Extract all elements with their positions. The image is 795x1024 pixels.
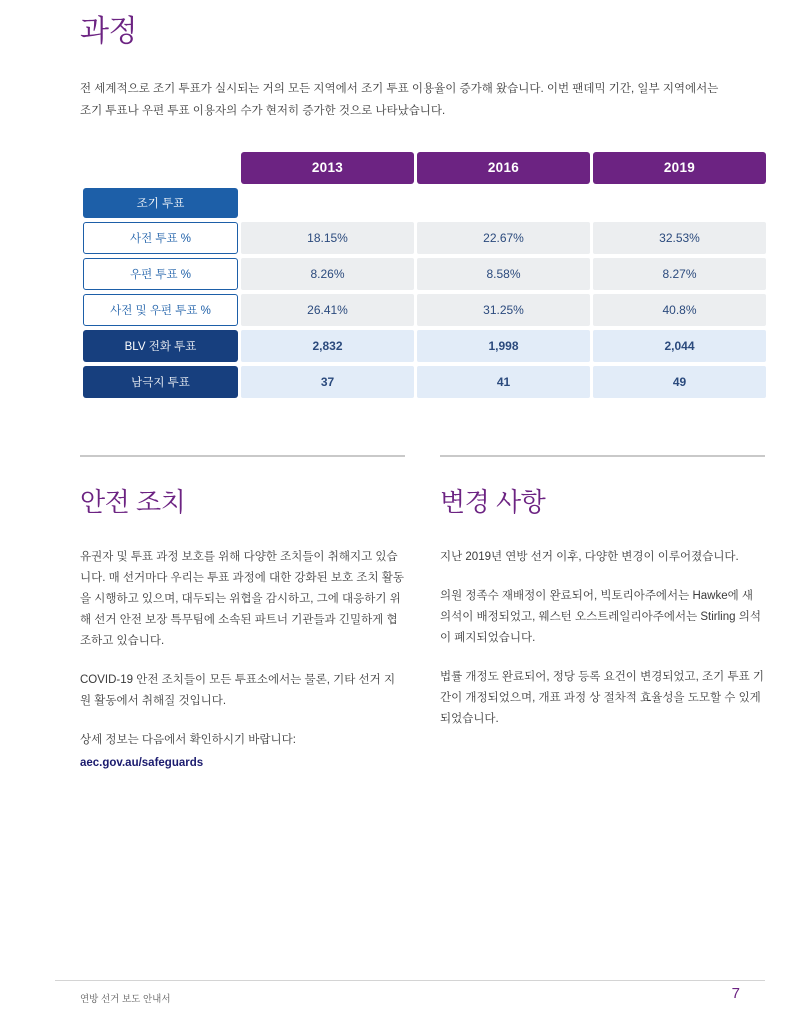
table-header-2013: 2013 [241, 152, 414, 184]
safeguards-link[interactable]: aec.gov.au/safeguards [80, 757, 204, 769]
row-value: 49 [593, 366, 766, 398]
table-row [83, 366, 766, 398]
column-heading: 변경 사항 [440, 487, 546, 517]
row-value [593, 188, 766, 218]
row-value: 32.53% [593, 222, 766, 254]
column-safeguards [80, 455, 405, 774]
table-header-2016: 2016 [417, 152, 590, 184]
early-voting-table [80, 148, 765, 402]
table-row [83, 294, 766, 326]
table-header-blank [83, 152, 238, 184]
row-label: 남극지 투표 [83, 366, 238, 398]
divider [80, 455, 405, 457]
column-changes [440, 455, 765, 774]
divider [440, 455, 765, 457]
footer-divider [55, 980, 765, 981]
table-row [83, 222, 766, 254]
row-label: 사전 및 우편 투표 % [83, 294, 238, 326]
intro-paragraph: 전 세계적으로 조기 투표가 실시되는 거의 모든 지역에서 조기 투표 이용율이 증가해 왔습니다. 이번 팬데믹 기간, 일부 지역에서는 조기 투표나 우편 투표 이용자의 수가 현저히 증가한 것으로 나타났습니다. [80, 83, 719, 117]
row-label: 사전 투표 % [83, 222, 238, 254]
row-label: BLV 전화 투표 [83, 330, 238, 362]
row-value: 41 [417, 366, 590, 398]
column-paragraph: 지난 2019년 연방 선거 이후, 다양한 변경이 이루어졌습니다. [440, 551, 739, 563]
two-column-section [80, 455, 765, 774]
row-value [417, 188, 590, 218]
row-value: 31.25% [417, 294, 590, 326]
row-value [241, 188, 414, 218]
row-value: 26.41% [241, 294, 414, 326]
row-value: 18.15% [241, 222, 414, 254]
page-title: 과정 [80, 15, 137, 48]
table-header-row [83, 152, 766, 184]
column-paragraph: 법률 개정도 완료되어, 정당 등록 요건이 변경되었고, 조기 투표 기간이 개정되었으며, 개표 과정 상 절차적 효율성을 도모할 수 있게 되었습니다. [440, 671, 764, 725]
table-header-2019: 2019 [593, 152, 766, 184]
column-paragraph: COVID-19 안전 조치들이 모든 투표소에서는 물론, 기타 선거 지원 활동에서 취해질 것입니다. [80, 674, 396, 707]
row-value: 37 [241, 366, 414, 398]
row-label: 우편 투표 % [83, 258, 238, 290]
row-value: 22.67% [417, 222, 590, 254]
row-value: 2,044 [593, 330, 766, 362]
table-row [83, 188, 766, 218]
table-row [83, 258, 766, 290]
row-value: 8.26% [241, 258, 414, 290]
footer-label: 연방 선거 보도 안내서 [80, 994, 171, 1005]
link-intro-text: 상세 정보는 다음에서 확인하시기 바랍니다: [80, 734, 296, 746]
column-paragraph: 의원 정족수 재배정이 완료되어, 빅토리아주에서는 Hawke에 새 의석이 배정되었고, 웨스턴 오스트레일리아주에서는 Stirling 의석이 폐지되었습니다. [440, 590, 761, 644]
row-value: 40.8% [593, 294, 766, 326]
page-number: 7 [731, 985, 740, 1002]
column-paragraph: 유권자 및 투표 과정 보호를 위해 다양한 조치들이 취해지고 있습니다. 매 선거마다 우리는 투표 과정에 대한 강화된 보호 조치 활동을 시행하고 있으며, 대두되는 위협을 감시하고, 그에 대응하기 위해 선거 안전 보장 특무팀에 소속된 파트너 기관들과 긴밀하게 협조하고 있습니다. [80, 551, 404, 647]
row-label: 조기 투표 [83, 188, 238, 218]
row-value: 1,998 [417, 330, 590, 362]
table-row [83, 330, 766, 362]
row-value: 8.27% [593, 258, 766, 290]
column-heading: 안전 조치 [80, 487, 186, 517]
row-value: 2,832 [241, 330, 414, 362]
row-value: 8.58% [417, 258, 590, 290]
